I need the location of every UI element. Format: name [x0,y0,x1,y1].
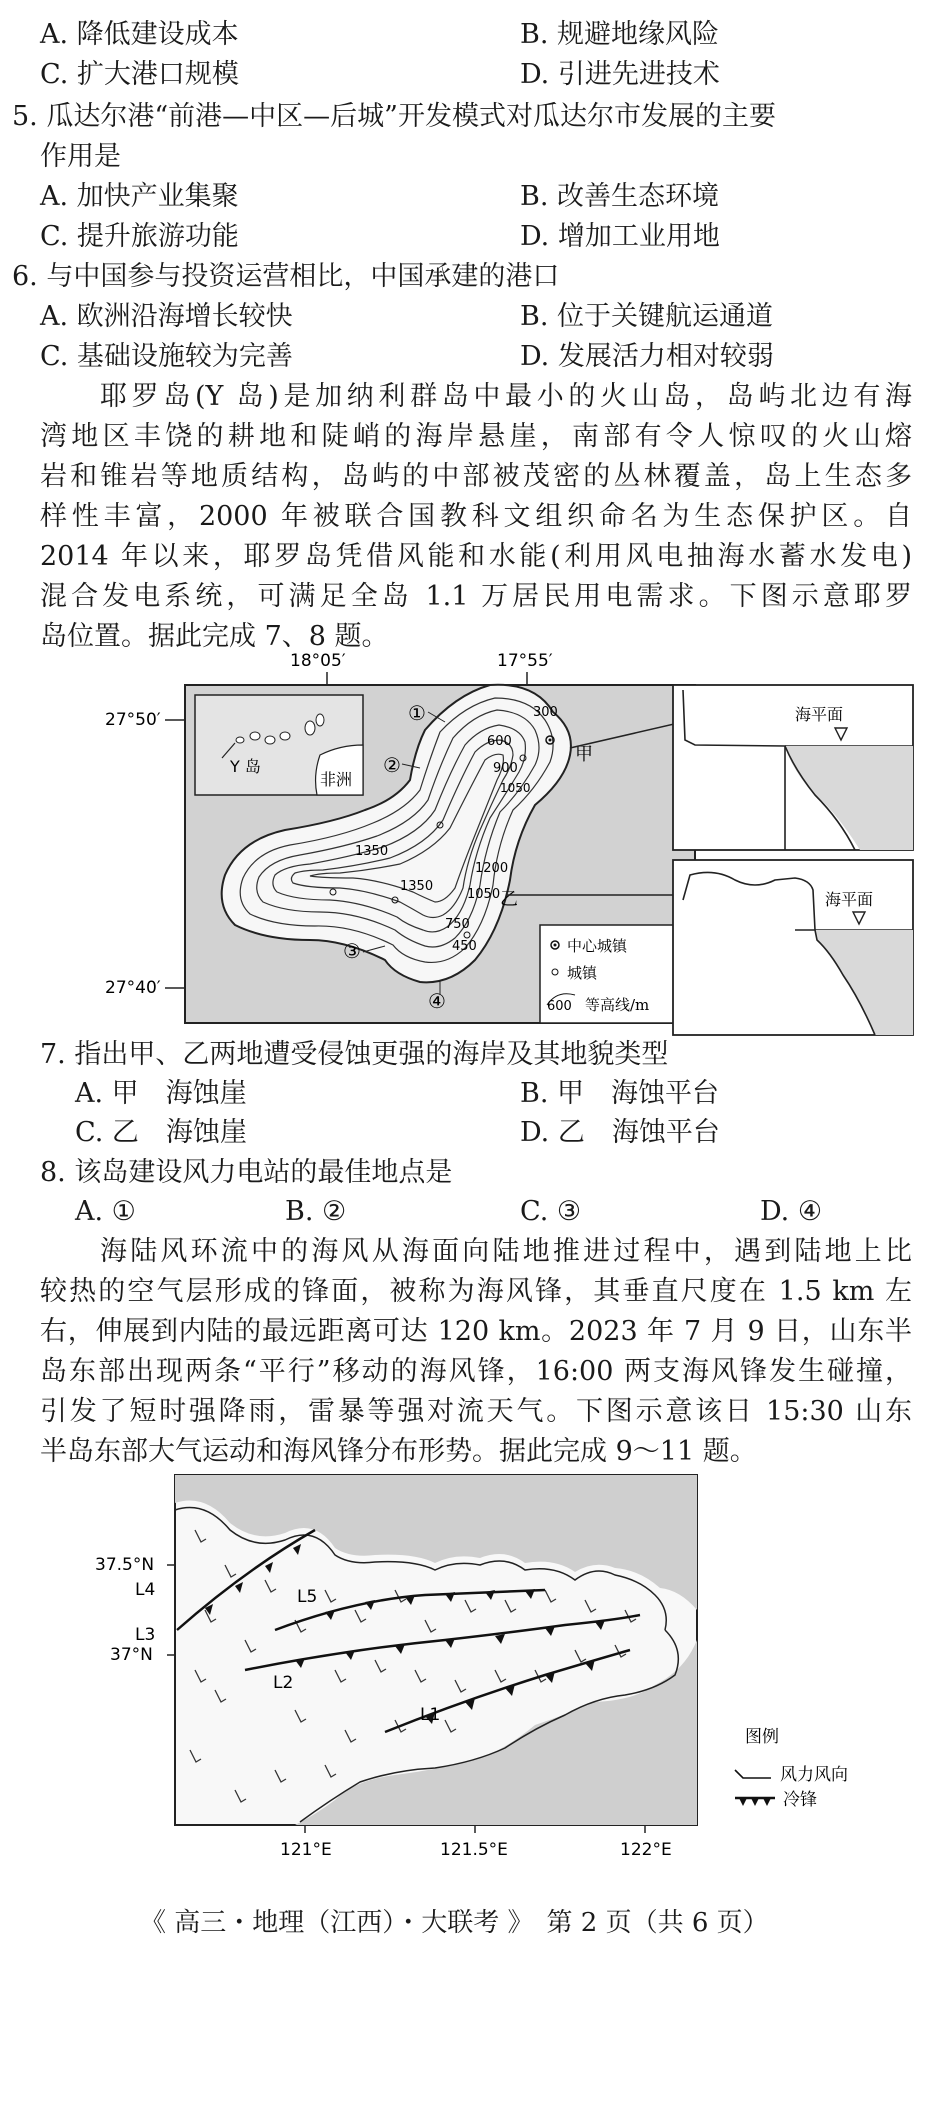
q7-option-d: D. 乙 海蚀平台 [520,1117,720,1148]
q7-stem: 7. 指出甲、乙两地遭受侵蚀更强的海岸及其地貌类型 [40,1039,669,1070]
lat-label-bottom: 27°40′ [105,978,161,998]
passage2-line: 岛东部出现两条“平行”移动的海风锋，16:00 两支海风锋发生碰撞， [40,1356,912,1387]
inset-label-y-island: Y 岛 [230,757,261,776]
lon-label-left: 18°05′ [290,651,346,671]
q7-option-b: B. 甲 海蚀平台 [520,1078,720,1109]
passage1-line: 耶罗岛(Y 岛)是加纳利群岛中最小的火山岛，岛屿北边有海 [100,381,912,412]
q6-stem: 6. 与中国参与投资运营相比，中国承建的港口 [12,261,560,292]
q4-option-b: B. 规避地缘风险 [520,19,720,50]
label-l5: L5 [297,1587,318,1607]
svg-text:300: 300 [533,705,558,720]
q5-stem-line2: 作用是 [40,141,121,172]
map2-legend-title: 图例 [745,1727,779,1747]
map2-legend-wind: 风力风向 [780,1765,848,1785]
lat-37: 37°N [110,1645,153,1665]
map-el-hierro [95,640,915,1040]
map-shandong-fronts [95,1470,925,1870]
svg-text:450: 450 [452,939,477,954]
svg-text:1050: 1050 [500,781,531,795]
legend-contour: 等高线/m [585,996,650,1014]
passage1-line: 样性丰富，2000 年被联合国教科文组织命名为生态保护区。自 [40,501,912,532]
q8-option-d: D. ④ [760,1196,823,1227]
svg-text:600: 600 [547,999,572,1014]
q6-option-c: C. 基础设施较为完善 [40,341,293,372]
q5-option-b: B. 改善生态环境 [520,181,720,212]
q6-option-d: D. 发展活力相对较弱 [520,341,774,372]
q8-option-c: C. ③ [520,1196,582,1227]
q5-option-a: A. 加快产业集聚 [40,181,239,212]
passage1-line: 岩和锥岩等地质结构，岛屿的中部被茂密的丛林覆盖，岛上生态多 [40,461,912,492]
q5-option-d: D. 增加工业用地 [520,221,720,252]
passage2-line: 海陆风环流中的海风从海面向陆地推进过程中，遇到陆地上比 [100,1236,912,1267]
q6-option-a: A. 欧洲沿海增长较快 [40,301,293,332]
passage2-line: 半岛东部大气运动和海风锋分布形势。据此完成 9～11 题。 [40,1436,757,1467]
label-l2: L2 [273,1673,294,1693]
svg-text:900: 900 [493,761,518,776]
passage1-line: 湾地区丰饶的耕地和陡峭的海岸悬崖，南部有令人惊叹的火山熔 [40,421,912,452]
site-4: ④ [428,989,446,1013]
label-l4: L4 [135,1580,156,1600]
svg-text:1350: 1350 [400,879,434,894]
q7-option-c: C. 乙 海蚀崖 [75,1117,247,1148]
svg-text:1350: 1350 [355,844,389,859]
q8-option-a: A. ① [75,1196,136,1227]
profile-yi-sea-level: 海平面 [825,890,874,909]
passage1-line: 混合发电系统，可满足全岛 1.1 万居民用电需求。下图示意耶罗 [40,581,912,612]
passage1-line: 岛位置。据此完成 7、8 题。 [40,621,389,652]
svg-text:1200: 1200 [475,861,509,876]
inset-label-africa: 非洲 [320,770,353,789]
svg-text:750: 750 [445,917,470,932]
legend-wind-symbol [735,1770,771,1778]
lat-37-5: 37.5°N [95,1555,155,1575]
site-jia: 甲 [575,744,593,765]
map2-legend-front: 冷锋 [783,1790,817,1810]
q7-option-a: A. 甲 海蚀崖 [75,1078,247,1109]
svg-text:1050: 1050 [467,887,501,902]
passage2-line: 右，伸展到内陆的最远距离可达 120 km。2023 年 7 月 9 日，山东半 [40,1316,912,1347]
lon-122: 122°E [620,1840,672,1860]
q4-option-d: D. 引进先进技术 [520,59,720,90]
passage2-line: 较热的空气层形成的锋面，被称为海风锋，其垂直尺度在 1.5 km 左 [40,1276,912,1307]
lon-label-right: 17°55′ [497,651,553,671]
label-l3: L3 [135,1625,156,1645]
site-3: ③ [343,939,361,963]
legend-town: 城镇 [567,964,598,982]
svg-text:600: 600 [487,734,512,749]
q4-option-c: C. 扩大港口规模 [40,59,239,90]
legend-center-town: 中心城镇 [567,937,628,955]
lat-label-top: 27°50′ [105,710,161,730]
lon-121-5: 121.5°E [440,1840,508,1860]
q5-option-c: C. 提升旅游功能 [40,221,239,252]
q8-option-b: B. ② [285,1196,347,1227]
profile-jia-sea-level: 海平面 [795,705,844,724]
q5-stem-line1: 5. 瓜达尔港“前港—中区—后城”开发模式对瓜达尔市发展的主要 [12,101,776,132]
lon-121: 121°E [280,1840,332,1860]
site-2: ② [383,753,401,777]
passage2-line: 引发了短时强降雨，雷暴等强对流天气。下图示意该日 15:30 山东 [40,1396,912,1427]
page-footer: 《 高三・地理（江西）・大联考 》 第 2 页（共 6 页） [140,1908,769,1938]
passage1-line: 2014 年以来，耶罗岛凭借风能和水能(利用风电抽海水蓄水发电) [40,541,912,572]
q6-option-b: B. 位于关键航运通道 [520,301,774,332]
site-yi: 乙 [500,889,518,910]
label-l1: L1 [420,1705,441,1725]
q4-option-a: A. 降低建设成本 [40,19,239,50]
site-1: ① [408,701,426,725]
q8-stem: 8. 该岛建设风力电站的最佳地点是 [40,1157,453,1188]
